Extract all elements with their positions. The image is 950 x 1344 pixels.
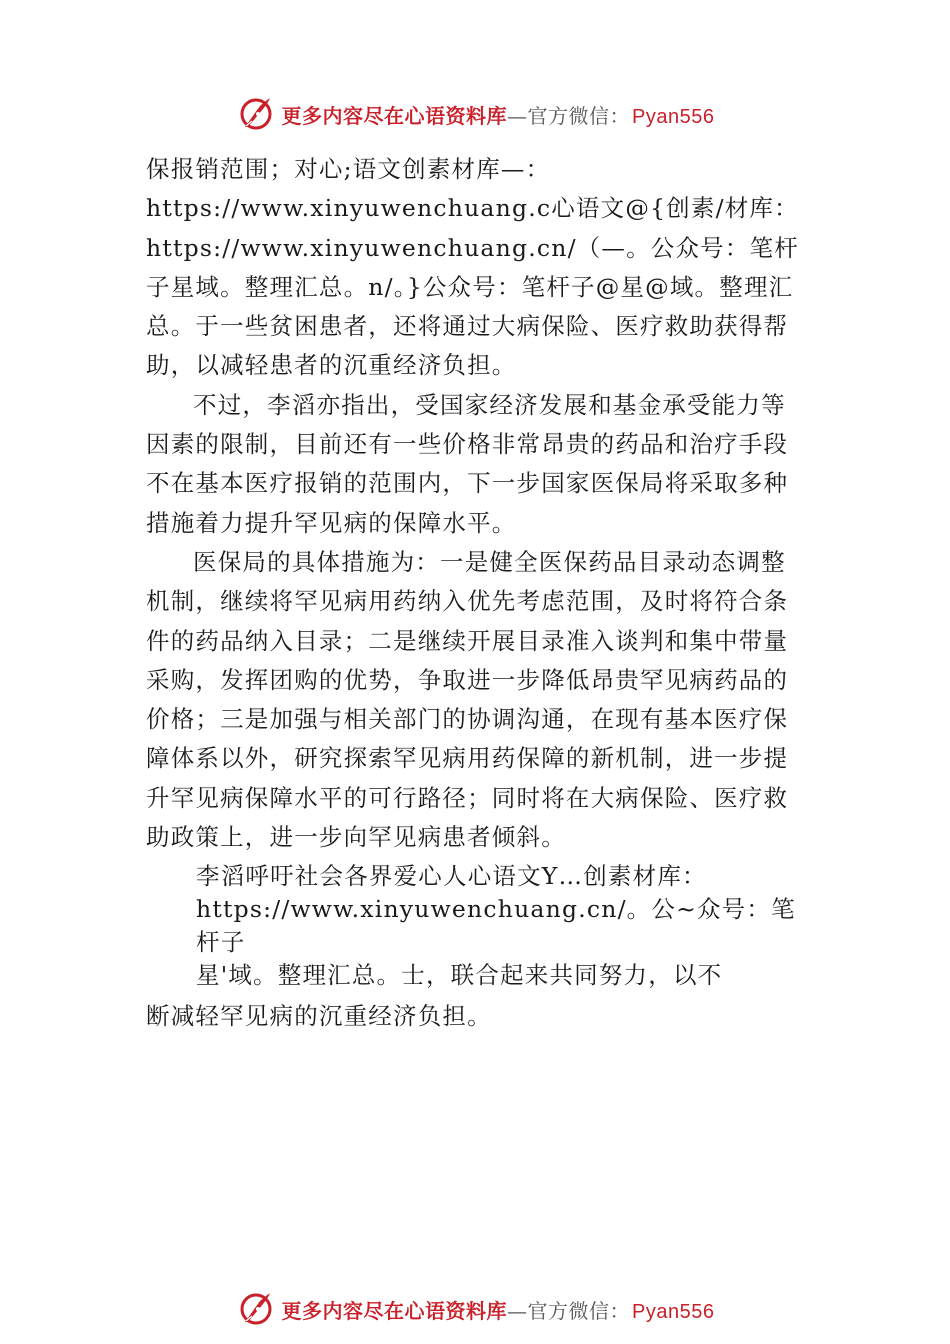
- quill-pen-circle-icon: [236, 1289, 276, 1329]
- paragraph-4-line-1: 李滔呼吁社会各界爱心人心语文Y…创素材库：: [196, 862, 707, 891]
- banner-wechat-handle: Pyan556: [632, 105, 715, 128]
- header-banner: [0, 92, 950, 136]
- paragraph-4-line-3: 星'域。整理汇总。士，联合起来共同努力，以不: [196, 961, 723, 990]
- paragraph-2: 不过，李滔亦指出，受国家经济发展和基金承受能力等因素的限制，目前还有一些价格非常昂贵的药品和治疗手段不在基本医疗报销的范围内，下一步国家医保局将采取多种措施着力提升罕见病的保障水平。: [146, 390, 789, 537]
- paragraph-4-line-4: 断减轻罕见病的沉重经济负担。: [146, 1002, 492, 1031]
- banner-wechat-handle: Pyan556: [632, 1300, 715, 1323]
- banner-text: [282, 100, 715, 129]
- quill-pen-circle-icon: [236, 94, 276, 134]
- banner-main-text: 更多内容尽在心语资料库: [281, 1298, 508, 1323]
- paragraph-1: 保报销范围；对心;语文创素材库—：https://www.xinyuwenchuang.c心语文@{创素/材库：https://www.xinyuwenchuang.cn/（—。公众号：笔杆子星域。整理汇总。n/。}公众号：笔杆子@星@域。整理汇总。于一些贫困患者，还将通过大病保险、医疗救助获得帮助，以减轻患者的沉重经济负担。: [146, 155, 799, 380]
- banner-separator: —: [507, 103, 528, 128]
- banner-main-text: 更多内容尽在心语资料库: [281, 103, 508, 128]
- paragraph-4-line-2: https://www.xinyuwenchuang.cn/。公~众号：笔杆子: [196, 895, 796, 957]
- document-body: [146, 150, 810, 1037]
- paragraph-3: 医保局的具体措施为：一是健全医保药品目录动态调整机制，继续将罕见病用药纳入优先考虑范围，及时将符合条件的药品纳入目录；二是继续开展目录准入谈判和集中带量采购，发挥团购的优势，争取进一步降低昂贵罕见病药品的价格；三是加强与相关部门的协调沟通，在现有基本医疗保障体系以外，研究探索罕见病用药保障的新机制，进一步提升罕见病保障水平的可行路径；同时将在大病保险、医疗救助政策上，进一步向罕见病患者倾斜。: [146, 547, 789, 852]
- paragraph-4-block: [146, 860, 810, 992]
- banner-text: [282, 1295, 715, 1324]
- footer-banner: [0, 1287, 950, 1331]
- banner-separator: —: [507, 1298, 528, 1323]
- banner-wechat-label: 官方微信：: [527, 1298, 631, 1323]
- banner-wechat-label: 官方微信：: [527, 103, 631, 128]
